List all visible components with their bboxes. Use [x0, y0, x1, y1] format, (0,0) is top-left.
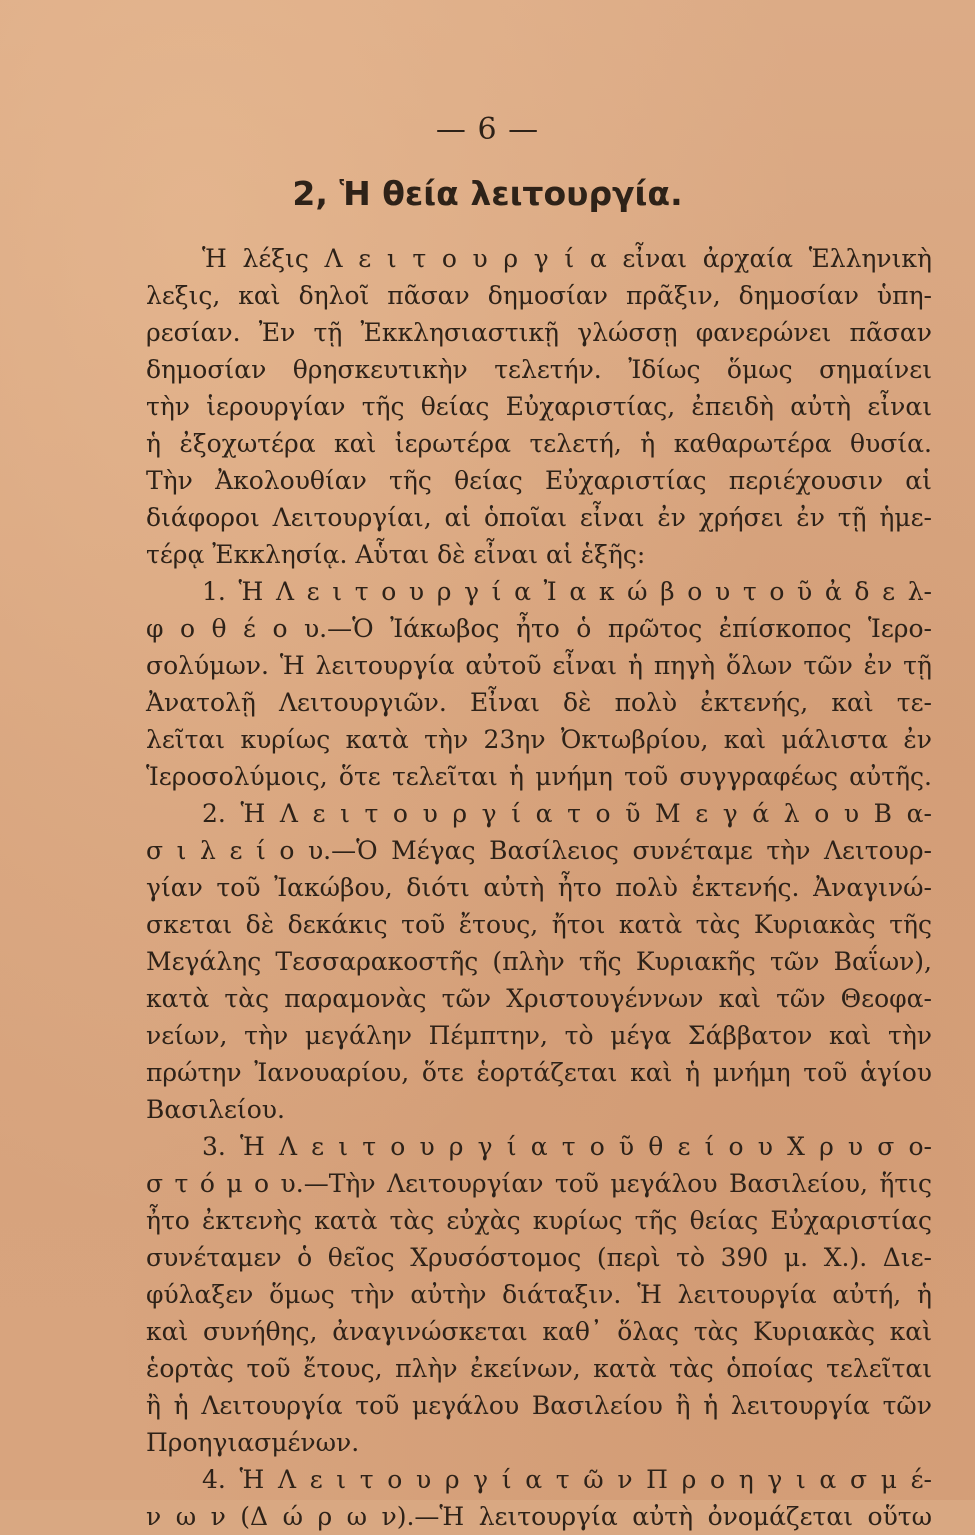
text-line: Προηγιασμένων. — [146, 1428, 360, 1457]
text-line: καὶ συνήθης, ἀναγινώσκεται καθ᾿ ὅλας τὰς Κυριακὰς καὶ — [146, 1317, 932, 1346]
text-line: ἡ ἐξοχωτέρα καὶ ἱερωτέρα τελετή, ἡ καθαρωτέρα θυσία. — [146, 429, 932, 458]
text-line: ν ω ν (Δ ώ ρ ω ν).—Ἡ λειτουργία αὐτὴ ὀνομάζεται οὕτω — [146, 1502, 932, 1531]
text-line: 4. Ἡ Λ ε ι τ ο υ ρ γ ί α τ ῶ ν Π ρ ο η γ ι α σ μ έ- — [202, 1465, 932, 1494]
text-line: φύλαξεν ὅμως τὴν αὐτὴν διάταξιν. Ἡ λειτουργία αὐτή, ἡ — [146, 1280, 932, 1309]
text-line: Τὴν Ἀκολουθίαν τῆς θείας Εὐχαριστίας περιέχουσιν αἱ — [146, 466, 932, 495]
text-line: σολύμων. Ἡ λειτουργία αὐτοῦ εἶναι ἡ πηγὴ ὅλων τῶν ἐν τῇ — [146, 651, 932, 680]
text-line: ἦτο ἐκτενὴς κατὰ τὰς εὐχὰς κυρίως τῆς θείας Εὐχαριστίας — [146, 1206, 932, 1235]
text-line: πρώτην Ἰανουαρίου, ὅτε ἑορτάζεται καὶ ἡ μνήμη τοῦ ἁγίου — [146, 1058, 932, 1087]
text-line: Βασιλείου. — [146, 1095, 285, 1124]
text-line: λεξις, καὶ δηλοῖ πᾶσαν δημοσίαν πρᾶξιν, δημοσίαν ὑπη- — [146, 281, 932, 310]
text-line: 1. Ἡ Λ ε ι τ ο υ ρ γ ί α Ἰ α κ ώ β ο υ τ ο ῦ ἀ δ ε λ- — [202, 577, 932, 606]
text-line: Ἱεροσολύμοις, ὅτε τελεῖται ἡ μνήμη τοῦ συγγραφέως αὐτῆς. — [146, 762, 932, 791]
text-line: Μεγάλης Τεσσαρακοστῆς (πλὴν τῆς Κυριακῆς τῶν Βαΐων), — [146, 947, 932, 976]
text-line: 3. Ἡ Λ ε ι τ ο υ ρ γ ί α τ ο ῦ θ ε ί ο υ Χ ρ υ σ ο- — [202, 1132, 932, 1161]
text-line: τὴν ἱερουργίαν τῆς θείας Εὐχαριστίας, ἐπειδὴ αὐτὴ εἶναι — [146, 392, 932, 421]
text-line: σ ι λ ε ί ο υ.—Ὁ Μέγας Βασίλειος συνέταμε τὴν Λειτουρ- — [146, 836, 932, 865]
page-number: — 6 — — [435, 112, 540, 147]
text-line: διάφοροι Λειτουργίαι, αἱ ὁποῖαι εἶναι ἐν χρήσει ἐν τῇ ἡμε- — [146, 503, 932, 532]
text-line: νείων, τὴν μεγάλην Πέμπτην, τὸ μέγα Σάββατον καὶ τὴν — [146, 1021, 932, 1050]
text-line: Ἀνατολῇ Λειτουργιῶν. Εἶναι δὲ πολὺ ἐκτενής, καὶ τε- — [146, 688, 932, 717]
text-line: 2. Ἡ Λ ε ι τ ο υ ρ γ ί α τ ο ῦ Μ ε γ ά λ ο υ Β α- — [202, 799, 932, 828]
text-line: σ τ ό μ ο υ.—Τὴν Λειτουργίαν τοῦ μεγάλου Βασιλείου, ἥτις — [146, 1169, 932, 1198]
text-line: ρεσίαν. Ἐν τῇ Ἐκκλησιαστικῇ γλώσσῃ φανερώνει πᾶσαν — [146, 318, 932, 347]
section-title: 2, Ἡ θεία λειτουργία. — [292, 174, 683, 213]
text-line: λεῖται κυρίως κατὰ τὴν 23ην Ὀκτωβρίου, καὶ μάλιστα ἐν — [146, 725, 932, 754]
text-line: συνέταμεν ὁ θεῖος Χρυσόστομος (περὶ τὸ 390 μ. Χ.). Διε- — [146, 1243, 932, 1272]
text-line: τέρᾳ Ἐκκλησίᾳ. Αὗται δὲ εἶναι αἱ ἑξῆς: — [146, 540, 646, 569]
text-line: φ ο θ έ ο υ.—Ὁ Ἰάκωβος ἦτο ὁ πρῶτος ἐπίσκοπος Ἱερο- — [146, 614, 932, 643]
body-text — [146, 240, 932, 1535]
text-line: ἢ ἡ Λειτουργία τοῦ μεγάλου Βασιλείου ἢ ἡ λειτουργία τῶν — [146, 1391, 932, 1420]
text-line: δημοσίαν θρησκευτικὴν τελετήν. Ἰδίως ὅμως σημαίνει — [146, 355, 932, 384]
text-line: Ἡ λέξις Λ ε ι τ ο υ ρ γ ί α εἶναι ἀρχαία Ἑλληνικὴ — [202, 244, 932, 273]
text-line: γίαν τοῦ Ἰακώβου, διότι αὐτὴ ἦτο πολὺ ἐκτενής. Ἀναγινώ- — [146, 873, 932, 902]
text-line: κατὰ τὰς παραμονὰς τῶν Χριστουγέννων καὶ τῶν Θεοφα- — [146, 984, 932, 1013]
text-line: ἑορτὰς τοῦ ἔτους, πλὴν ἐκείνων, κατὰ τὰς ὁποίας τελεῖται — [146, 1354, 932, 1383]
text-line: σκεται δὲ δεκάκις τοῦ ἔτους, ἤτοι κατὰ τὰς Κυριακὰς τῆς — [146, 910, 932, 939]
